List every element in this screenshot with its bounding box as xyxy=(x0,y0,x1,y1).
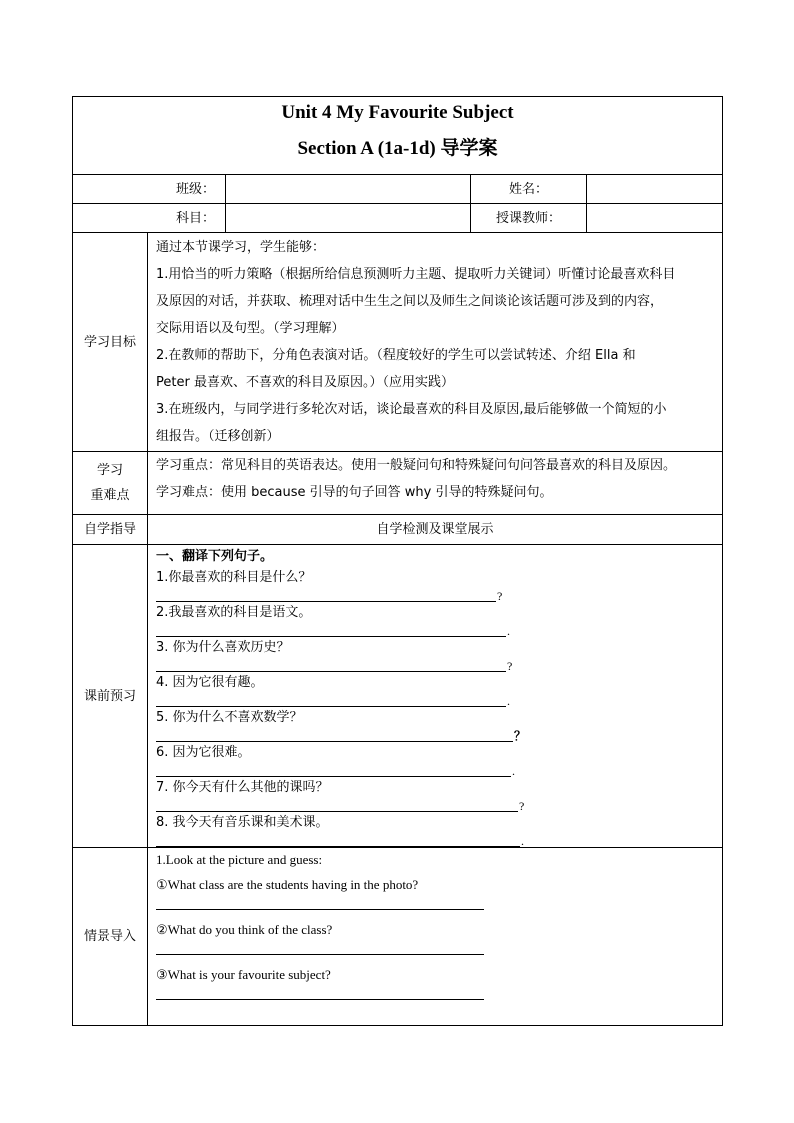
answer-end-mark: ? xyxy=(497,589,503,603)
scene-answer-line[interactable] xyxy=(156,940,484,955)
answer-line[interactable] xyxy=(156,764,714,777)
question-text: 3. 你为什么喜欢历史？ xyxy=(156,640,290,655)
keypoints-label-cell xyxy=(73,452,148,515)
preview-heading: 一、翻译下列句子。 xyxy=(156,549,274,564)
answer-end-mark: . xyxy=(512,764,515,778)
scene-answer-line[interactable] xyxy=(156,985,484,1000)
objective-line: 1.用恰当的听力策略（根据所给信息预测听力主题、提取听力关键词）听懂讨论最喜欢科目 xyxy=(156,267,676,282)
scene-question: ③What is your favourite subject? xyxy=(156,967,331,982)
scene-content xyxy=(148,848,723,1026)
keypoints-content xyxy=(148,452,723,515)
name-label-cell xyxy=(471,175,587,204)
section-title: Section A (1a-1d) 导学案 xyxy=(297,138,498,159)
scene-answer-line[interactable] xyxy=(156,895,484,910)
objective-line: Peter 最喜欢、不喜欢的科目及原因。）（应用实践） xyxy=(156,375,454,390)
subject-label-cell xyxy=(73,204,226,233)
scene-label: 情景导入 xyxy=(83,929,136,944)
preview-label: 课前预习 xyxy=(83,688,136,704)
title-cell xyxy=(73,97,723,175)
scene-question: ①What class are the students having in the photo? xyxy=(156,877,419,892)
preview-label-cell xyxy=(73,545,148,848)
teacher-field[interactable] xyxy=(587,204,723,233)
guide-label-cell xyxy=(73,515,148,545)
answer-end-mark: ? xyxy=(507,659,513,673)
teacher-label: 授课教师： xyxy=(495,210,561,226)
answer-line[interactable] xyxy=(156,589,714,602)
objective-line: 3.在班级内，与同学进行多轮次对话，谈论最喜欢的科目及原因,最后能够做一个简短的小 xyxy=(156,402,667,417)
objectives-label-cell xyxy=(73,233,148,452)
subject-label: 科目： xyxy=(175,210,215,226)
objectives-label: 学习目标 xyxy=(83,334,136,350)
answer-end-mark: . xyxy=(507,624,510,638)
objective-line: 及原因的对话，并获取、梳理对话中生生之间以及师生之间谈论该话题可涉及到的内容， xyxy=(156,294,664,309)
guide-label: 自学指导 xyxy=(83,522,136,537)
scene-label-cell xyxy=(73,848,148,1026)
objective-line: 通过本节课学习，学生能够： xyxy=(156,240,326,255)
objectives-content xyxy=(148,233,723,452)
answer-end-mark: . xyxy=(507,694,510,708)
focus-text: 学习重点：常见科目的英语表达。使用一般疑问句和特殊疑问句问答最喜欢的科目及原因。 xyxy=(156,458,677,473)
unit-title: Unit 4 My Favourite Subject xyxy=(281,102,514,123)
preview-content xyxy=(148,545,723,848)
answer-line[interactable] xyxy=(156,694,714,707)
difficulty-text: 学习难点：使用 because 引导的句子回答 why 引导的特殊疑问句。 xyxy=(156,485,553,500)
answer-line[interactable] xyxy=(156,729,714,742)
class-field[interactable] xyxy=(226,175,471,204)
question-text: 8. 我今天有音乐课和美术课。 xyxy=(156,815,329,830)
class-label-cell xyxy=(73,175,226,204)
answer-line[interactable] xyxy=(156,799,714,812)
answer-line[interactable] xyxy=(156,624,714,637)
class-label: 班级： xyxy=(175,181,215,197)
study-guide-table xyxy=(72,96,723,1026)
question-text: 6. 因为它很难。 xyxy=(156,745,251,760)
scene-question: ②What do you think of the class? xyxy=(156,922,333,937)
question-text: 2.我最喜欢的科目是语文。 xyxy=(156,605,312,620)
question-text: 4. 因为它很有趣。 xyxy=(156,675,264,690)
objective-line: 2.在教师的帮助下，分角色表演对话。（程度较好的学生可以尝试转述、介绍 Ella 和 xyxy=(156,348,636,363)
answer-end-mark: ？ xyxy=(514,729,527,743)
teacher-label-cell xyxy=(471,204,587,233)
answer-end-mark: . xyxy=(521,834,524,848)
answer-end-mark: ? xyxy=(519,799,525,813)
name-label: 姓名： xyxy=(508,181,548,197)
objective-line: 组报告。（迁移创新） xyxy=(156,429,280,444)
question-text: 7. 你今天有什么其他的课吗？ xyxy=(156,780,329,795)
objective-line: 交际用语以及句型。（学习理解） xyxy=(156,321,345,336)
question-text: 1.你最喜欢的科目是什么？ xyxy=(156,570,312,585)
question-text: 5. 你为什么不喜欢数学？ xyxy=(156,710,303,725)
guide-header: 自学检测及课堂展示 xyxy=(376,522,494,537)
scene-intro: 1.Look at the picture and guess: xyxy=(156,852,323,867)
answer-line[interactable] xyxy=(156,834,714,847)
keypoints-label-1: 学习 xyxy=(96,463,123,478)
subject-field[interactable] xyxy=(226,204,471,233)
guide-header-cell xyxy=(148,515,723,545)
name-field[interactable] xyxy=(587,175,723,204)
answer-line[interactable] xyxy=(156,659,714,672)
keypoints-label-2: 重难点 xyxy=(90,488,130,503)
